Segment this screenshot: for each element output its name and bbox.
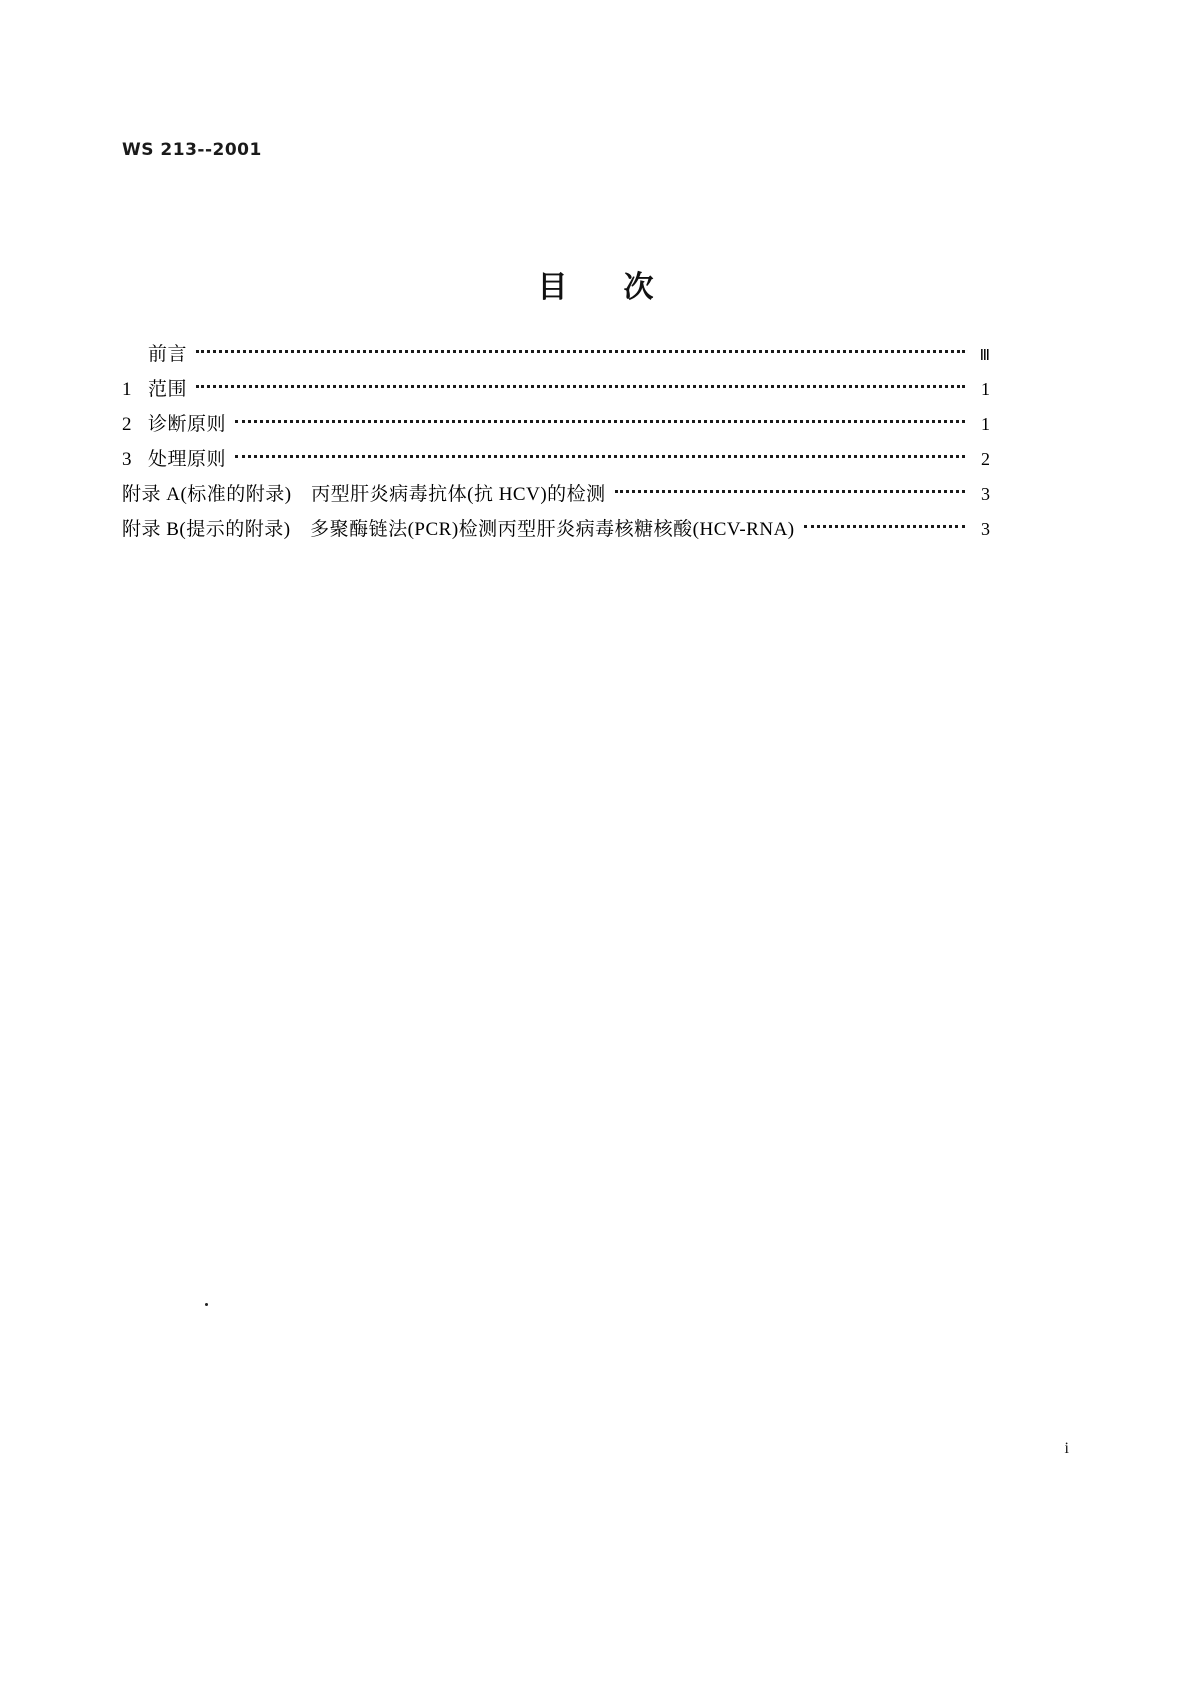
toc-leader-dots [235,447,965,465]
toc-entry-label: 附录 A(标准的附录) 丙型肝炎病毒抗体(抗 HCV)的检测 [122,484,606,505]
toc-leader-dots [235,412,965,430]
toc-title-left: 目 [537,270,568,305]
toc-entry-page: 3 [981,484,990,504]
toc-entry-label: 范围 [148,379,188,400]
page-title [0,262,1191,306]
toc-entry-page: 3 [981,519,990,539]
toc-entry-page: 2 [981,449,990,469]
standard-code: WS 213--2001 [122,140,262,160]
toc-title-right: 次 [623,270,654,305]
toc-entry-page: Ⅲ [979,348,990,364]
toc-entry-label: 处理原则 [148,449,227,470]
toc-entry-treatment-principles[interactable] [122,447,990,469]
toc-entry-foreword[interactable] [122,342,990,364]
toc-entry-number: 2 [122,414,132,435]
toc-entry-label: 前言 [148,344,188,365]
toc-entry-appendix-b[interactable] [122,517,990,539]
table-of-contents [122,342,990,552]
toc-entry-label: 附录 B(提示的附录) 多聚酶链法(PCR)检测丙型肝炎病毒核糖核酸(HCV-RNA) [122,519,795,540]
toc-entry-page: 1 [981,414,990,434]
toc-entry-label: 诊断原则 [148,414,227,435]
toc-leader-dots [196,342,965,360]
toc-entry-page: 1 [981,379,990,399]
toc-entry-scope[interactable] [122,377,990,399]
toc-entry-number: 1 [122,379,132,400]
toc-entry-number: 3 [122,449,132,470]
page-number: i [1064,1440,1069,1457]
toc-leader-dots [196,377,965,395]
toc-leader-dots [804,517,965,535]
toc-leader-dots [615,482,965,500]
toc-entry-diagnostic-principles[interactable] [122,412,990,434]
toc-entry-appendix-a[interactable] [122,482,990,504]
page-mark-dot [205,1303,208,1306]
